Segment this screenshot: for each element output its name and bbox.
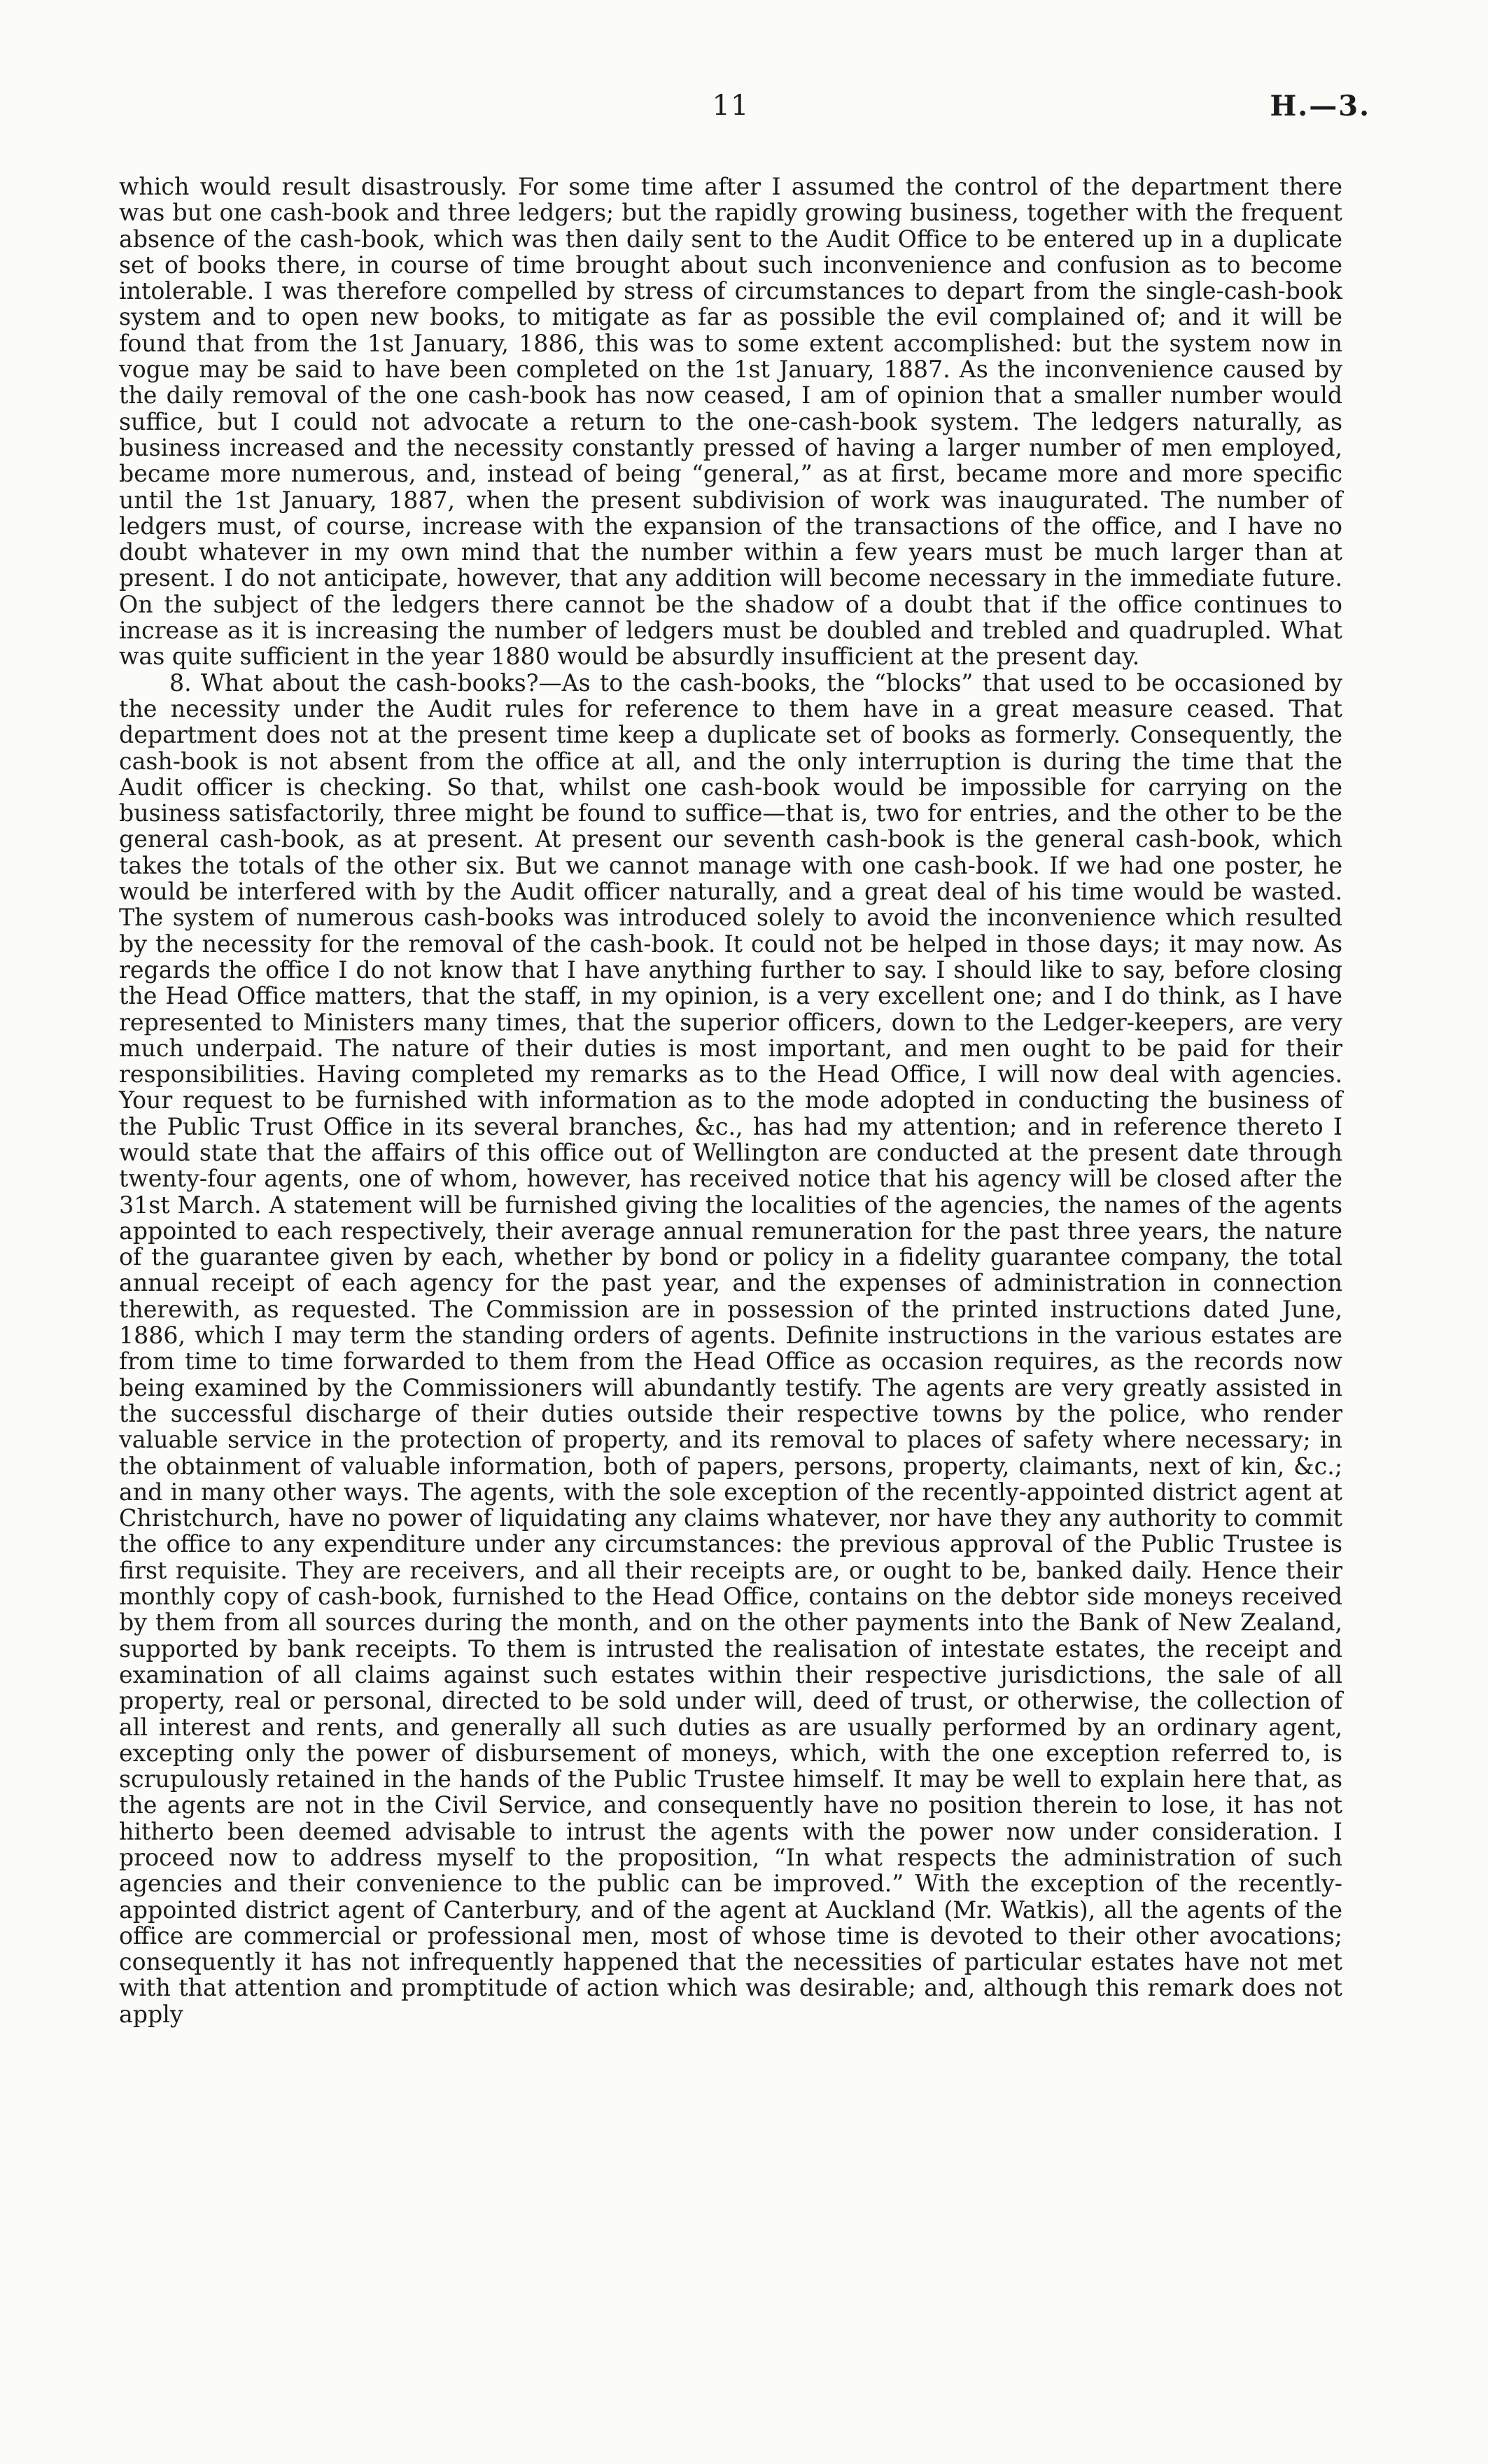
page-header [119, 90, 1370, 153]
page-number: 11 [712, 90, 750, 122]
paragraph-continuation: which would result disastrously. For some time after I assumed the control of the department there was but one cash-book and three ledgers; but the rapidly growing business, together with the frequent absence of the cash-book, which was then daily sent to the Audit Office to be entered up in a duplicate set of books there, in course of time brought about such inconvenience and confusion as to become intolerable. I was therefore compelled by stress of circumstances to depart from the single-cash-book system and to open new books, to mitigate as far as possible the evil complained of; and it will be found that from the 1st January, 1886, this was to some extent accomplished: but the system now in vogue may be said to have been completed on the 1st January, 1887. As the inconvenience caused by the daily removal of the one cash-book has now ceased, I am of opinion that a smaller number would suffice, but I could not advocate a return to the one-cash-book system. The ledgers naturally, as business increased and the necessity constantly pressed of having a larger number of men employed, became more numerous, and, instead of being “general,” as at first, became more and more specific until the 1st January, 1887, when the present subdivision of work was inaugurated. The number of ledgers must, of course, increase with the expansion of the transactions of the office, and I have no doubt whatever in my own mind that the number within a few years must be much larger than at present. I do not anticipate, however, that any addition will become necessary in the immediate future. On the subject of the ledgers there cannot be the shadow of a doubt that if the office continues to increase as it is increasing the number of ledgers must be doubled and trebled and quadrupled. What was quite sufficient in the year 1880 would be absurdly insufficient at the present day. [119, 173, 1342, 671]
document-page [119, 90, 1370, 2400]
document-reference: H.—3. [1270, 90, 1370, 122]
body-text [119, 174, 1342, 2027]
paragraph-8-cash-books: 8. What about the cash-books?—As to the cash-books, the “blocks” that used to be occasioned by the necessity under the Audit rules for reference to them have in a great measure ceased. That department does not at the present time keep a duplicate set of books as formerly. Consequently, the cash-book is not absent from the office at all, and the only interruption is during the time that the Audit officer is checking. So that, whilst one cash-book would be impossible for carrying on the business satisfactorily, three might be found to suffice—that is, two for entries, and the other to be the general cash-book, as at present. At present our seventh cash-book is the general cash-book, which takes the totals of the other six. But we cannot manage with one cash-book. If we had one poster, he would be interfered with by the Audit officer naturally, and a great deal of his time would be wasted. The system of numerous cash-books was introduced solely to avoid the inconvenience which resulted by the necessity for the removal of the cash-book. It could not be helped in those days; it may now. As regards the office I do not know that I have anything further to say. I should like to say, before closing the Head Office matters, that the staff, in my opinion, is a very excellent one; and I do think, as I have represented to Ministers many times, that the superior officers, down to the Ledger-keepers, are very much underpaid. The nature of their duties is most important, and men ought to be paid for their responsibilities. Having completed my remarks as to the Head Office, I will now deal with agencies. Your request to be furnished with information as to the mode adopted in conducting the business of the Public Trust Office in its several branches, &c., has had my attention; and in reference thereto I would state that the affairs of this office out of Wellington are conducted at the present date through twenty-four agents, one of whom, however, has received notice that his agency will be closed after the 31st March. A statement will be furnished giving the localities of the agencies, the names of the agents appointed to each respectively, their average annual remuneration for the past three years, the nature of the guarantee given by each, whether by bond or policy in a fidelity guarantee company, the total annual receipt of each agency for the past year, and the expenses of administration in connection therewith, as requested. The Commission are in possession of the printed instructions dated June, 1886, which I may term the standing orders of agents. Definite instructions in the various estates are from time to time forwarded to them from the Head Office as occasion requires, as the records now being examined by the Commissioners will abundantly testify. The agents are very greatly assisted in the successful discharge of their duties outside their respective towns by the police, who render valuable service in the protection of property, and its removal to places of safety where necessary; in the obtainment of valuable information, both of papers, persons, property, claimants, next of kin, &c.; and in many other ways. The agents, with the sole exception of the recently-appointed district agent at Christchurch, have no power of liquidating any claims whatever, nor have they any authority to commit the office to any expenditure under any circumstances: the previous approval of the Public Trustee is first requisite. They are receivers, and all their receipts are, or ought to be, banked daily. Hence their monthly copy of cash-book, furnished to the Head Office, contains on the debtor side moneys received by them from all sources during the month, and on the other payments into the Bank of New Zealand, supported by bank receipts. To them is intrusted the realisation of intestate estates, the receipt and examination of all claims against such estates within their respective jurisdictions, the sale of all property, real or personal, directed to be sold under will, deed of trust, or otherwise, the collection of all interest and rents, and generally all such duties as are usually performed by an ordinary agent, excepting only the power of disbursement of moneys, which, with the one exception referred to, is scrupulously retained in the hands of the Public Trustee himself. It may be well to explain here that, as the agents are not in the Civil Service, and consequently have no position therein to lose, it has not hitherto been deemed advisable to intrust the agents with the power now under consideration. I proceed now to address myself to the proposition, “In what respects the administration of such agencies and their convenience to the public can be improved.” With the exception of the recently-appointed district agent of Canterbury, and of the agent at Auckland (Mr. Watkis), all the agents of the office are commercial or professional men, most of whose time is devoted to their other avocations; consequently it has not infrequently happened that the necessities of particular estates have not met with that attention and promptitude of action which was desirable; and, although this remark does not apply [119, 668, 1342, 2028]
